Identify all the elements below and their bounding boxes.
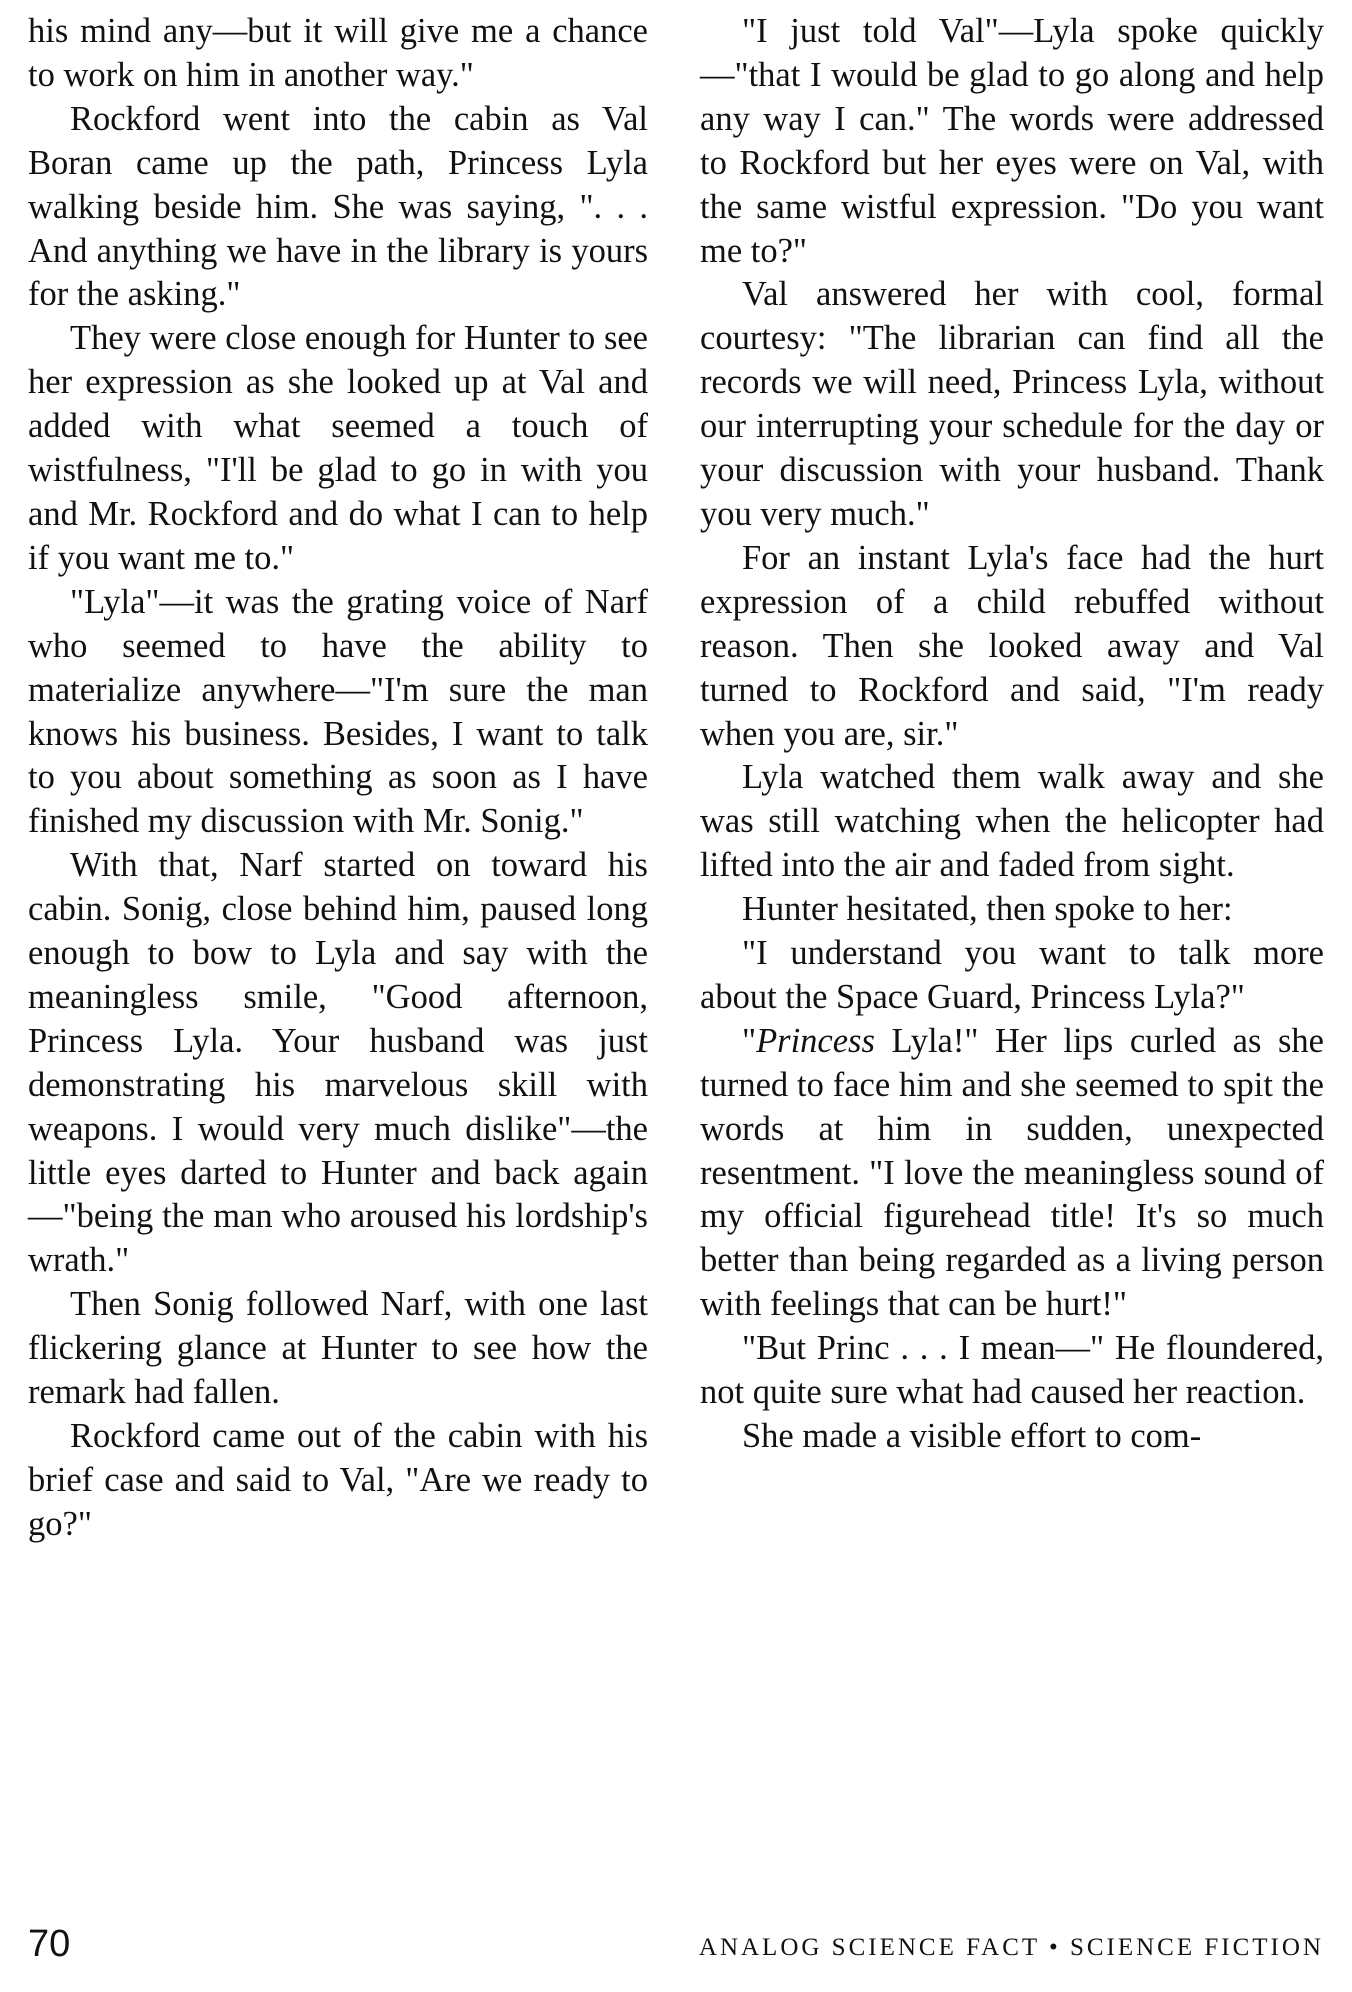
text-run: Lyla!" Her lips curled as she turned to face him and she seemed to spit the words at him in sudden, unexpected resentment. "I love the meaningless sound of my official figurehead title! It's so much better than being regarded as a living person with feelings that can be hurt!" — [700, 1021, 1324, 1324]
emphasis-word: Princess — [756, 1021, 875, 1060]
paragraph: Then Sonig followed Narf, with one last flickering glance at Hunter to see how the remark had fallen. — [28, 1285, 648, 1412]
paragraph: "But Princ . . . I mean—" He floundered, not quite sure what had caused her reaction. — [700, 1329, 1324, 1412]
paragraph-with-emphasis — [700, 1020, 1324, 1327]
paragraph: They were close enough for Hunter to see her expression as she looked up at Val and added with what seemed a touch of wistfulness, "I'll be glad to go in with you and Mr. Rockford and do what I can to help if you want me to." — [28, 319, 648, 577]
paragraph: "I understand you want to talk more about the Space Guard, Princess Lyla?" — [700, 934, 1324, 1016]
page-number: 70 — [28, 1923, 71, 1965]
paragraph: Lyla watched them walk away and she was still watching when the helicopter had lifted into the air and faded from sight. — [700, 758, 1324, 885]
paragraph: his mind any—but it will give me a chance to work on him in another way." — [28, 12, 648, 94]
paragraph: Rockford came out of the cabin with his brief case and said to Val, "Are we ready to go?" — [28, 1417, 648, 1543]
page-footer — [28, 1920, 1324, 1968]
running-head: ANALOG SCIENCE FACT • SCIENCE FICTION — [698, 1934, 1324, 1961]
paragraph: "I just told Val"—Lyla spoke quickly—"that I would be glad to go along and help any way I can." The words were addressed to Rockford but her eyes were on Val, with the same wistful expression. "Do you want me to?" — [700, 12, 1324, 270]
text-run: " — [742, 1021, 757, 1060]
paragraph: For an instant Lyla's face had the hurt expression of a child rebuffed without reason. Then she looked away and Val turned to Rockford and said, "I'm ready when you are, sir." — [700, 538, 1324, 753]
paragraph: She made a visible effort to com- — [742, 1417, 1202, 1455]
right-column — [700, 10, 1324, 1459]
left-column — [28, 10, 648, 1547]
paragraph: "Lyla"—it was the grating voice of Narf who seemed to have the ability to materialize anywhere—"I'm sure the man knows his business. Besides, I want to talk to you about something as soon as I have finished my discussion with Mr. Sonig." — [28, 582, 648, 841]
paragraph: With that, Narf started on toward his cabin. Sonig, close behind him, paused long enough to bow to Lyla and say with the meaningless smile, "Good afternoon, Princess Lyla. Your husband was just demonstrating his marvelous skill with weapons. I would very much dislike"—the little eyes darted to Hunter and back again—"being the man who aroused his lordship's wrath." — [28, 846, 648, 1280]
paragraph: Rockford went into the cabin as Val Boran came up the path, Princess Lyla walking beside him. She was saying, ". . . And anything we have in the library is yours for the asking." — [28, 99, 648, 314]
paragraph: Val answered her with cool, formal courtesy: "The librarian can find all the records we will need, Princess Lyla, without our interrupting your schedule for the day or your discussion with your husband. Thank you very much." — [700, 275, 1324, 533]
paragraph: Hunter hesitated, then spoke to her: — [742, 890, 1233, 929]
